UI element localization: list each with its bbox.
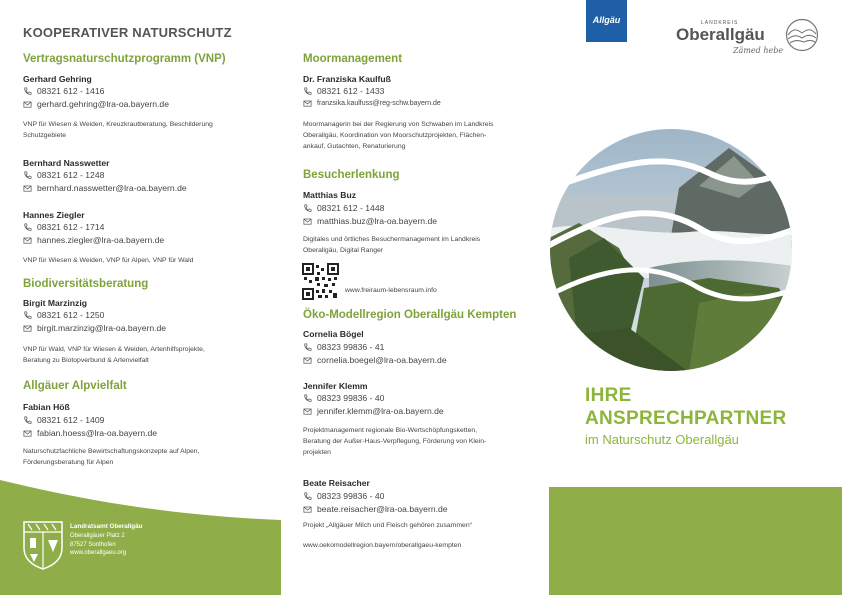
contact-email[interactable]: jennifer.klemm@lra-oa.bayern.de <box>303 406 444 416</box>
hero-subtitle: im Naturschutz Oberallgäu <box>585 432 739 447</box>
coat-of-arms-icon <box>22 520 64 570</box>
phone-icon <box>303 394 312 403</box>
section-vnp-title: Vertragsnaturschutzprogramm (VNP) <box>23 53 226 65</box>
main-title: KOOPERATIVER NATURSCHUTZ <box>23 25 232 40</box>
section-alp-title: Allgäuer Alpvielfalt <box>23 380 127 392</box>
phone-icon <box>23 416 32 425</box>
contact-email[interactable]: beate.reisacher@lra-oa.bayern.de <box>303 504 448 514</box>
contact-phone: 08321 612 - 1416 <box>23 86 104 96</box>
contact-phone: 08321 612 - 1448 <box>303 203 384 213</box>
contact-name: Bernhard Nasswetter <box>23 158 110 168</box>
contact-name: Jennifer Klemm <box>303 381 368 391</box>
logo-tagline: Zämed hebe <box>733 46 784 55</box>
phone-icon <box>23 171 32 180</box>
description: Naturschutzfachliche Bewirtschaftungskonzepte auf Alpen, Förderungsberatung für Alpen <box>23 448 200 466</box>
phone-icon <box>303 87 312 96</box>
contact-name: Matthias Buz <box>303 190 356 200</box>
hero-title: IHRE ANSPRECHPARTNER <box>585 385 787 429</box>
landscape-image <box>549 128 793 372</box>
mail-icon <box>23 100 32 109</box>
website-link[interactable]: www.freiraum-lebensraum.info <box>345 287 437 294</box>
contact-phone: 08321 612 - 1248 <box>23 170 104 180</box>
section-oeko-title: Öko-Modellregion Oberallgäu Kempten <box>303 309 517 321</box>
right-panel <box>549 0 842 595</box>
project-text: Projekt „Allgäuer Milch und Fleisch gehören zusammen“ <box>303 522 472 529</box>
contact-phone: 08321 612 - 1433 <box>303 86 384 96</box>
contact-phone: 08323 99836 - 40 <box>303 491 384 501</box>
description: VNP für Wiesen & Weiden, Kreuzkrautberatung, Beschilderung Schutzgebiete <box>23 121 213 139</box>
mail-icon <box>303 356 312 365</box>
contact-email[interactable]: gerhard.gehring@lra-oa.bayern.de <box>23 99 169 109</box>
section-besucher-title: Besucherlenkung <box>303 169 400 181</box>
description: Moormanagerin bei der Regierung von Schwaben im Landkreis Oberallgäu, Koordination von Moorschutzprojekten, Flächen- ankauf, Gutachten, Renaturierung <box>303 121 494 150</box>
mail-icon <box>303 505 312 514</box>
contact-name: Fabian Höß <box>23 402 70 412</box>
contact-email[interactable]: birgit.marzinzig@lra-oa.bayern.de <box>23 323 166 333</box>
contact-email[interactable]: franzsika.kaulfuss@reg-schw.bayern.de <box>303 99 441 108</box>
section-moor-title: Moormanagement <box>303 53 403 65</box>
mail-icon <box>23 184 32 193</box>
mail-icon <box>23 429 32 438</box>
contact-email[interactable]: matthias.buz@lra-oa.bayern.de <box>303 216 437 226</box>
mail-icon <box>303 99 312 108</box>
phone-icon <box>23 311 32 320</box>
mail-icon <box>23 236 32 245</box>
contact-email[interactable]: cornelia.boegel@lra-oa.bayern.de <box>303 355 447 365</box>
contact-phone: 08321 612 - 1714 <box>23 222 104 232</box>
contact-name: Cornelia Bögel <box>303 329 364 339</box>
mail-icon <box>23 324 32 333</box>
contact-email[interactable]: bernhard.nasswetter@lra-oa.bayern.de <box>23 183 187 193</box>
description: VNP für Wiesen & Weiden, VNP für Alpen, VNP für Wald <box>23 257 194 264</box>
left-panel <box>0 0 281 595</box>
middle-panel <box>281 0 549 595</box>
contact-name: Dr. Franziska Kaulfuß <box>303 74 391 84</box>
allgaeu-badge: Allgäu <box>586 0 627 42</box>
phone-icon <box>23 87 32 96</box>
mail-icon <box>303 217 312 226</box>
contact-phone: 08323 99836 - 40 <box>303 393 384 403</box>
mail-icon <box>303 407 312 416</box>
logo-mountain-icon <box>785 18 819 52</box>
footer-band <box>549 487 842 595</box>
contact-name: Birgit Marzinzig <box>23 298 87 308</box>
website-link[interactable]: www.oekomodellregion.bayern/oberallgaeu-kempten <box>303 542 462 549</box>
contact-phone: 08321 612 - 1409 <box>23 415 104 425</box>
contact-email[interactable]: hannes.ziegler@lra-oa.bayern.de <box>23 235 164 245</box>
phone-icon <box>303 492 312 501</box>
contact-phone: 08323 99836 - 41 <box>303 342 384 352</box>
contact-name: Gerhard Gehring <box>23 74 92 84</box>
section-bio-title: Biodiversitätsberatung <box>23 278 149 290</box>
qr-code-icon[interactable] <box>302 263 339 300</box>
footer-address: Landratsamt Oberallgäu Oberallgäuer Platz 2 87527 Sonthofen www.oberallgaeu.org <box>70 523 143 557</box>
contact-name: Hannes Ziegler <box>23 210 85 220</box>
logo-small-text: LANDKREIS <box>701 20 739 26</box>
contact-email[interactable]: fabian.hoess@lra-oa.bayern.de <box>23 428 157 438</box>
phone-icon <box>303 204 312 213</box>
contact-phone: 08321 612 - 1250 <box>23 310 104 320</box>
logo-text: Oberallgäu <box>676 25 765 44</box>
description: Projektmanagement regionale Bio-Wertschöpfungsketten, Beratung der Außer-Haus-Verpflegung, Förderung von Klein- projekten <box>303 427 487 456</box>
description: VNP für Wald, VNP für Wiesen & Weiden, Artenhilfsprojekte, Beratung zu Biotopverbund & Artenvielfalt <box>23 346 205 364</box>
description: Digitales und örtliches Besuchermanagement im Landkreis Oberallgäu, Digital Ranger <box>303 236 481 254</box>
contact-name: Beate Reisacher <box>303 478 370 488</box>
phone-icon <box>23 223 32 232</box>
phone-icon <box>303 343 312 352</box>
